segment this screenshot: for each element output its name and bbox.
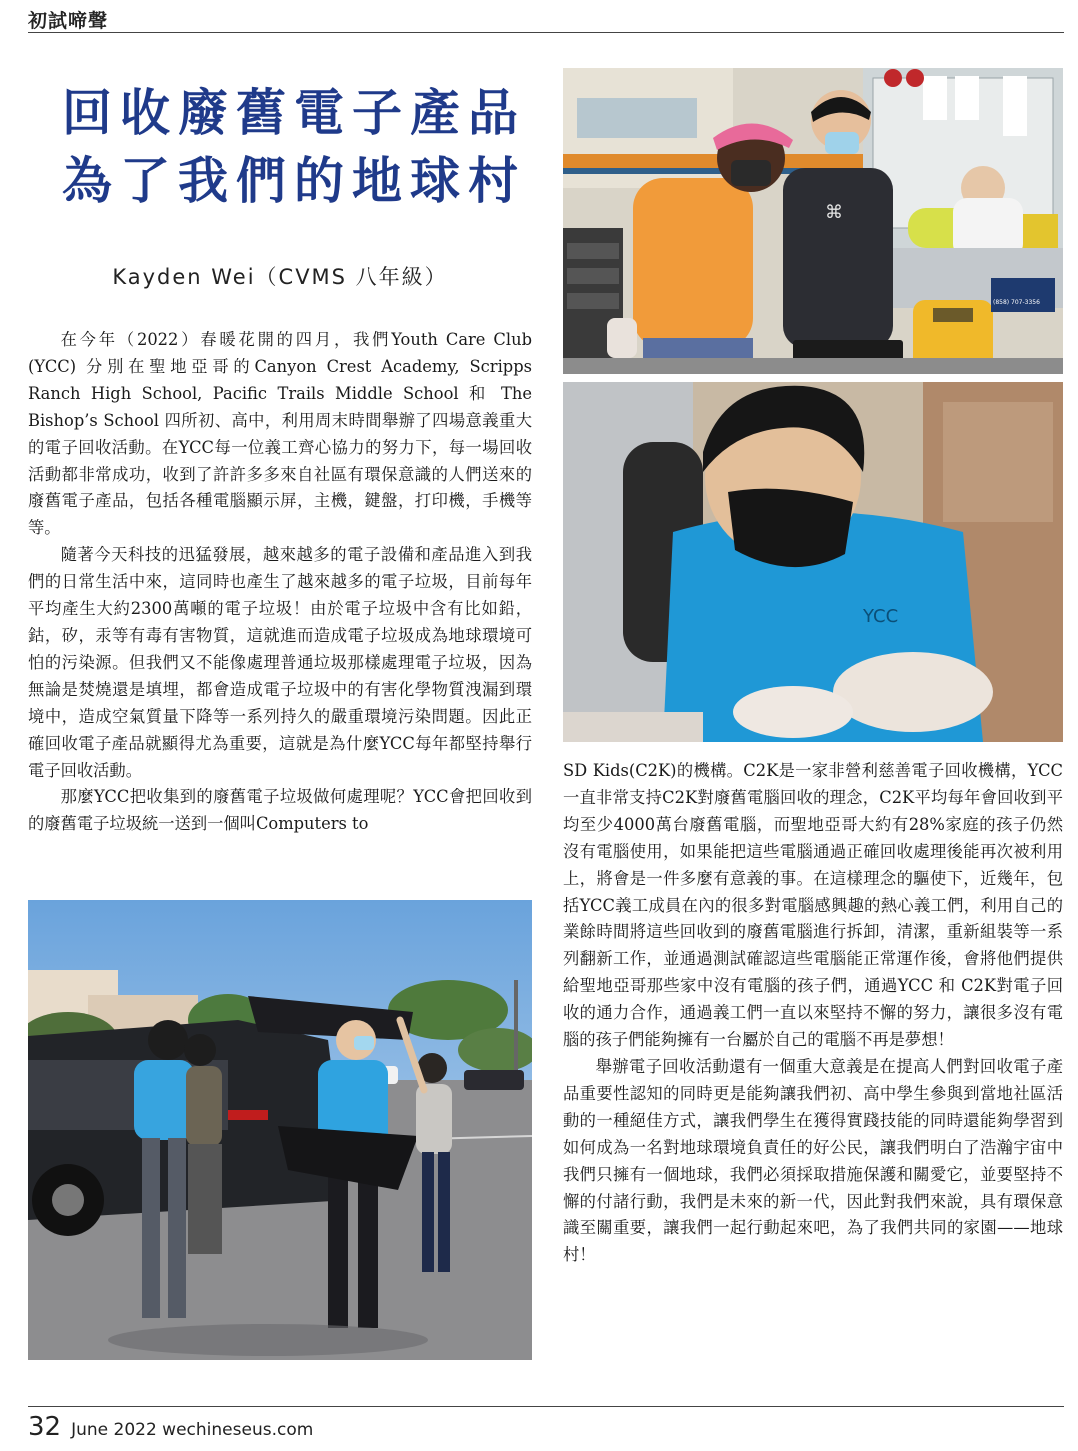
photo-student-illustration <box>563 382 1063 742</box>
article-title-line-2: 為了我們的地球村 <box>62 152 526 210</box>
paragraph: 那麼YCC把收集到的廢舊電子垃圾做何處理呢？YCC會把回收到的廢舊電子垃圾統一送到一個叫Computers to <box>28 787 532 834</box>
article-title-line-1: 回收廢舊電子產品 <box>62 84 526 142</box>
paragraph: 舉辦電子回收活動還有一個重大意義是在提高人們對回收電子產品重要性認知的同時更是能夠讓我們初、高中學生參與到當地社區活動的一種絕佳方式，讓我們學生在獲得實踐技能的同時還能夠學習到如何成為一名對地球環境負責任的好公民，讓我們明白了浩瀚宇宙中我們只擁有一個地球，我們必須採取措施保護和關愛它，並要堅持不懈的付諸行動，我們是未來的新一代，因此對我們來說，具有環保意識至關重要，讓我們一起行動起來吧，為了我們共同的家園——地球村！ <box>563 1056 1063 1265</box>
photo-student-working <box>563 382 1063 742</box>
photo-workshop-volunteers <box>563 68 1063 374</box>
svg-text:⌘: ⌘ <box>825 202 843 223</box>
section-label: 初試啼聲 <box>28 10 109 32</box>
photo-parking-illustration <box>28 900 532 1360</box>
paragraph: 隨著今天科技的迅猛發展，越來越多的電子設備和產品進入到我們的日常生活中來，這同時也產生了越來越多的電子垃圾，目前每年平均產生大約2300萬噸的電子垃圾！由於電子垃圾中含有比如鉛，鈷，矽，汞等有毒有害物質，這就進而造成電子垃圾成為地球環境可怕的污染源。但我們又不能像處理普通垃圾那樣處理電子垃圾，因為無論是焚燒還是填埋，都會造成電子垃圾中的有害化學物質洩漏到環境中，造成空氣質量下降等一系列持久的嚴重環境污染問題。因此正確回收電子產品就顯得尤為重要，這就是為什麼YCC每年都堅持舉行電子回收活動。 <box>28 545 532 780</box>
article-right-column <box>563 758 1063 1269</box>
article-author: Kayden Wei（CVMS 八年級） <box>112 265 448 289</box>
photo-workshop-illustration <box>563 68 1063 374</box>
page-footer <box>28 1412 313 1442</box>
paragraph: 在今年（2022）春暖花開的四月，我們Youth Care Club (YCC) 分別在聖地亞哥的Canyon Crest Academy, Scripps Ranch High School, Pacific Trails Middle School 和 The Bishop’s School 四所初、高中，利用周末時間舉辦了四場意義重大的電子回收活動。在YCC每一位義工齊心協力的努力下，每一場回收活動都非常成功，收到了許許多多來自社區有環保意識的人們送來的廢舊電子產品，包括各種電腦顯示屏，主機，鍵盤，打印機，手機等等。 <box>28 330 532 538</box>
shirt-logo-text: YCC <box>863 606 899 627</box>
page-number: 32 <box>28 1412 62 1442</box>
phone-sticker: (858) 707-3356 <box>993 299 1040 306</box>
footer-rule <box>28 1406 1064 1407</box>
issue-and-site: June 2022 wechineseus.com <box>71 1420 314 1440</box>
paragraph: SD Kids(C2K)的機構。C2K是一家非營利慈善電子回收機構，YCC一直非常支持C2K對廢舊電腦回收的理念，C2K平均每年會回收到平均至少4000萬台廢舊電腦，而聖地亞哥大約有28%家庭的孩子仍然沒有電腦使用，如果能把這些電腦通過正確回收處理後能再次被利用上，將會是一件多麼有意義的事。在這樣理念的驅使下，近幾年，包括YCC義工成員在內的很多對電腦感興趣的熱心義工們，利用自己的業餘時間將這些回收到的廢舊電腦進行拆卸，清潔，重新組裝等一系列翻新工作，並通過測試確認這些電腦能正常運作後，會將他們提供給聖地亞哥那些家中沒有電腦的孩子們，通過YCC 和 C2K對電子回收的通力合作，通過義工們一直以來堅持不懈的努力，讓很多沒有電腦的孩子們能夠擁有一台屬於自己的電腦不再是夢想！ <box>563 761 1063 1050</box>
header-rule <box>28 32 1064 33</box>
photo-parking-lot-collection <box>28 900 532 1360</box>
article-left-column <box>28 327 532 838</box>
